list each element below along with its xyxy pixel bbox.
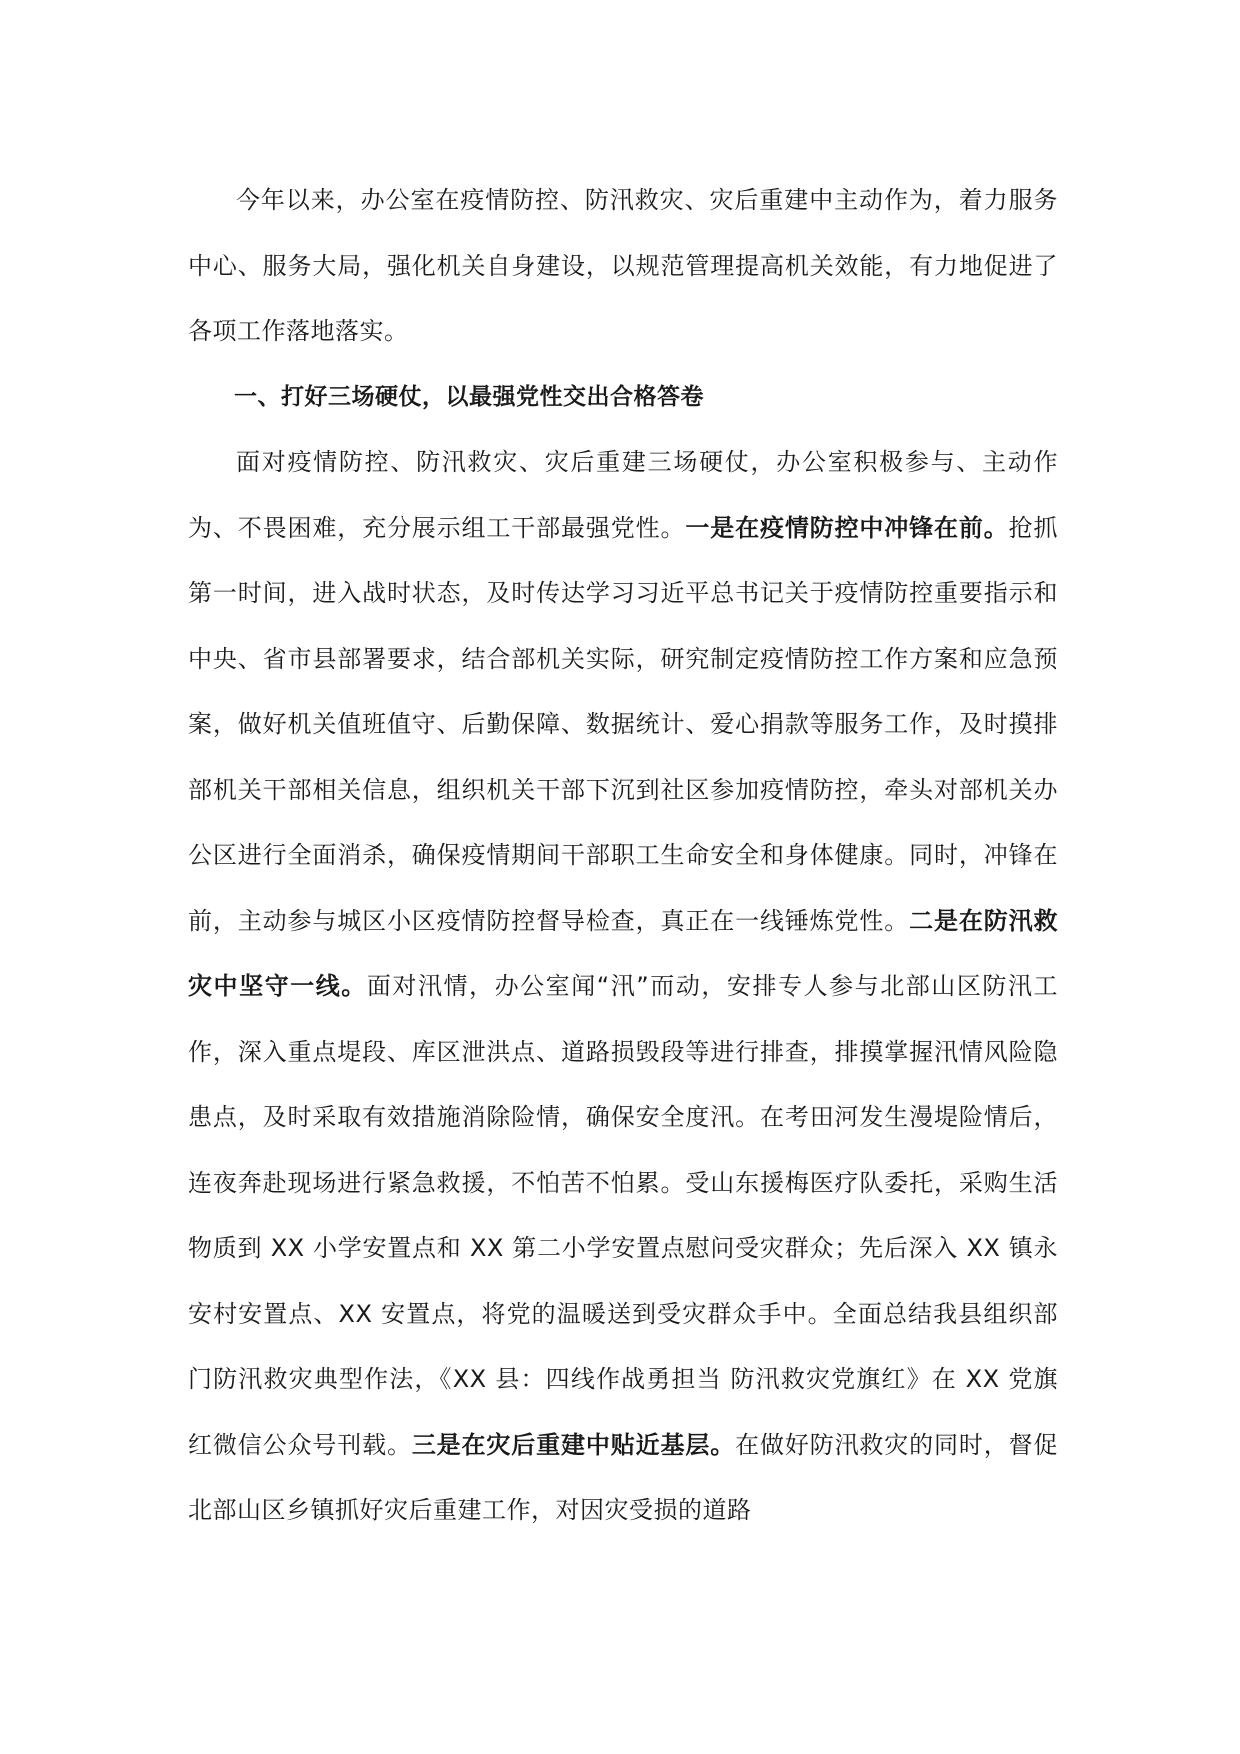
section-paragraph [188, 430, 1058, 1544]
point-two-text: 面对汛情，办公室闻“汛”而动，安排专人参与北部山区防汛工作，深入重点堤段、库区泄洪点、道路损毁段等进行排查，排摸掌握汛情风险隐患点，及时采取有效措施消除险情，确保安全度汛。在考田河发生漫堤险情后，连夜奔赴现场进行紧急救援，不怕苦不怕累。受山东援梅医疗队委托，采购生活物质到 XX 小学安置点和 XX 第二小学安置点慰问受灾群众；先后深入 XX 镇永安村安置点、XX 安置点，将党的温暖送到受灾群众手中。全面总结我县组织部门防汛救灾典型作法，《XX 县：四线作战勇担当 防汛救灾党旗红》在 XX 党旗红微信公众号刊载。 [188, 972, 1058, 1459]
point-three-text: 在做好防汛救灾的同时，督促北部山区乡镇抓好灾后重建工作，对因灾受损的道路 [188, 1430, 1059, 1524]
section-heading: 一、打好三场硬仗，以最强党性交出合格答卷 [234, 383, 704, 410]
point-one-text: 抢抓第一时间，进入战时状态，及时传达学习习近平总书记关于疫情防控重要指示和中央、省市县部署要求，结合部机关实际，研究制定疫情防控工作方案和应急预案，做好机关值班值守、后勤保障、数据统计、爱心捐款等服务工作，及时摸排部机关干部相关信息，组织机关干部下沉到社区参加疫情防控，牵头对部机关办公区进行全面消杀，确保疫情期间干部职工生命安全和身体健康。同时，冲锋在前，主动参与城区小区疫情防控督导检查，真正在一线锤炼党性。 [188, 513, 1059, 935]
point-two-title: 二是在防汛救灾中坚守一线。 [188, 906, 1059, 1000]
intro-paragraph: 今年以来，办公室在疫情防控、防汛救灾、灾后重建中主动作为，着力服务中心、服务大局，强化机关自身建设，以规范管理提高机关效能，有力地促进了各项工作落地落实。 [188, 186, 1058, 345]
document-body [188, 168, 1058, 1544]
point-one-title: 一是在疫情防控中冲锋在前。 [685, 513, 1009, 542]
point-three-title: 三是在灾后重建中贴近基层。 [411, 1430, 736, 1459]
section-lead-text: 面对疫情防控、防汛救灾、灾后重建三场硬仗，办公室积极参与、主动作为、不畏困难，充分展示组工干部最强党性。 [188, 448, 1058, 542]
